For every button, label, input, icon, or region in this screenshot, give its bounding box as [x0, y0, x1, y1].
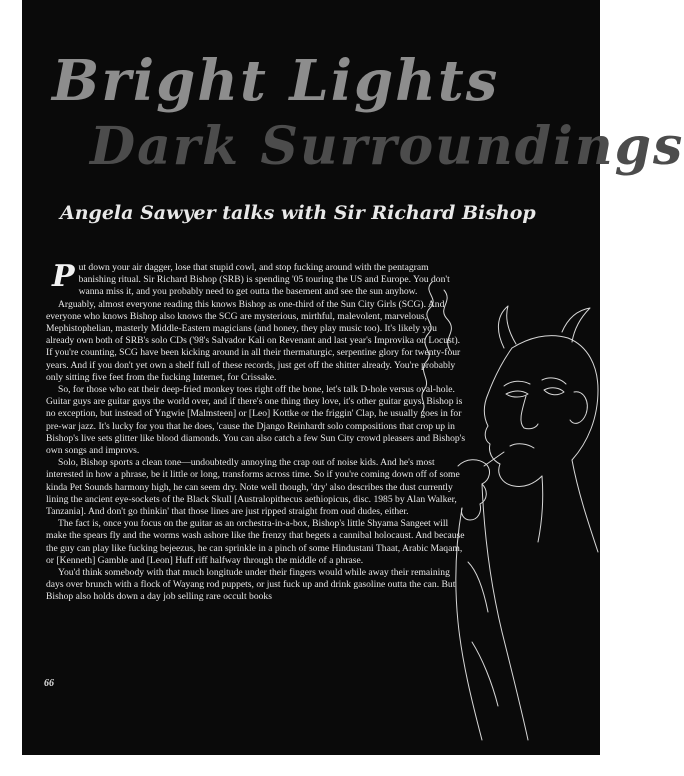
paragraph: The fact is, once you focus on the guitar as an orchestra-in-a-box, Bishop's little Shyama Sangeet will make the spears fly and the worms wash ashore like the frenzy that begets a cannibal holocaust. And because the guy can play like fucking bejeezus, he can sprinkle in a pinch of some Hindustani Thaat, Arabic Maqam, or [Kenneth] Gamble and [Leon] Huff riff halfway through the middle of a phrase. [46, 518, 465, 566]
left-horn [498, 306, 516, 348]
neck [538, 476, 543, 542]
paragraph: You'd think somebody with that much longitude under their fingers would while away their remaining days over brunch with a flock of Wayang rod puppets, or just fuck up and drink gasoline outta the can. But Bishop also holds down a day job selling rare occult books [46, 567, 456, 603]
mouth [510, 444, 534, 448]
cigarette [484, 452, 504, 466]
article-subtitle: Angela Sawyer talks with Sir Richard Bishop [60, 202, 536, 224]
magazine-page [22, 0, 684, 755]
article-title-line1: Bright Lights [52, 48, 500, 114]
nose [521, 396, 538, 429]
right-horn [562, 308, 590, 342]
fold-line [472, 642, 498, 706]
eye [506, 391, 528, 397]
page-number: 66 [44, 678, 54, 689]
eye [544, 388, 564, 395]
paragraph: Arguably, almost everyone reading this knows Bishop as one-third of the Sun City Girls (SCG). And everyone who knows Bishop also knows the SCG are mysterious, mirthful, malevolent, marvelous, Mephistophelian, masterly Middle-Eastern magicians (and honey, they play music too). It's likely you already own both of SRB's solo CDs ('98's Salvador Kali on Revenant and last year's Improvika on Locust). If you're counting, SCG have been kicking around in all their thermaturgic, serpentine glory for twenty-four years. And if you don't yet own a shelf full of these records, just get off the shitter already. You're probably only sitting five feet from the fucking Internet, for Crissake. [46, 298, 461, 383]
article-title-line2: Dark Surroundings [90, 116, 684, 177]
brow [504, 381, 530, 386]
neck [572, 460, 598, 552]
fold-line [468, 562, 488, 612]
ear [570, 392, 587, 424]
article-body [46, 259, 466, 604]
drop-cap: P [52, 259, 75, 294]
paragraph: So, for those who eat their deep-fried monkey toes right off the bone, let's talk D-hole versus oval-hole. Guitar guys are guitar guys the world over, and if there's one thing they love, it's other guitar guys. Bishop is no exception, but instead of Yngwie [Malmsteen] or [Leo] Kottke or the friggin' Clap, he usually goes in for pre-war jazz. It's lucky for you that he does, 'cause the Django Reinhardt solo compositions that crop up in Bishop's live sets glitter like blood diamonds. You can also catch a few Sun City crowd pleasers and Bishop's own songs and improvs. [46, 384, 466, 457]
paragraph: Put down your air dagger, lose that stupid cowl, and stop fucking around with the pentagram banishing ritual. Sir Richard Bishop (SRB) is spending '05 touring the US and Europe. You don't wanna miss it, and you probably need to get outta the basement and see the sun anyhow. [52, 259, 450, 298]
brow [542, 378, 566, 384]
paragraph: Solo, Bishop sports a clean tone—undoubtedly annoying the crap out of noise kids. And he's most interested in how a phrase, be it little or long, transforms across time. So if you're coming down off of some kinda Pet Sounds harmony high, he can seem dry. Note well though, 'dry' also describes the dust currently lining the ancient eye-sockets of the Black Skull [Australopithecus aethiopicus, disc. 1985 by Alan Walker, Tanzania]. And don't go thinkin' that those lines are just ripped straight from oud dudes, either. [46, 457, 460, 518]
head-outline [484, 348, 542, 487]
arm [482, 484, 528, 740]
